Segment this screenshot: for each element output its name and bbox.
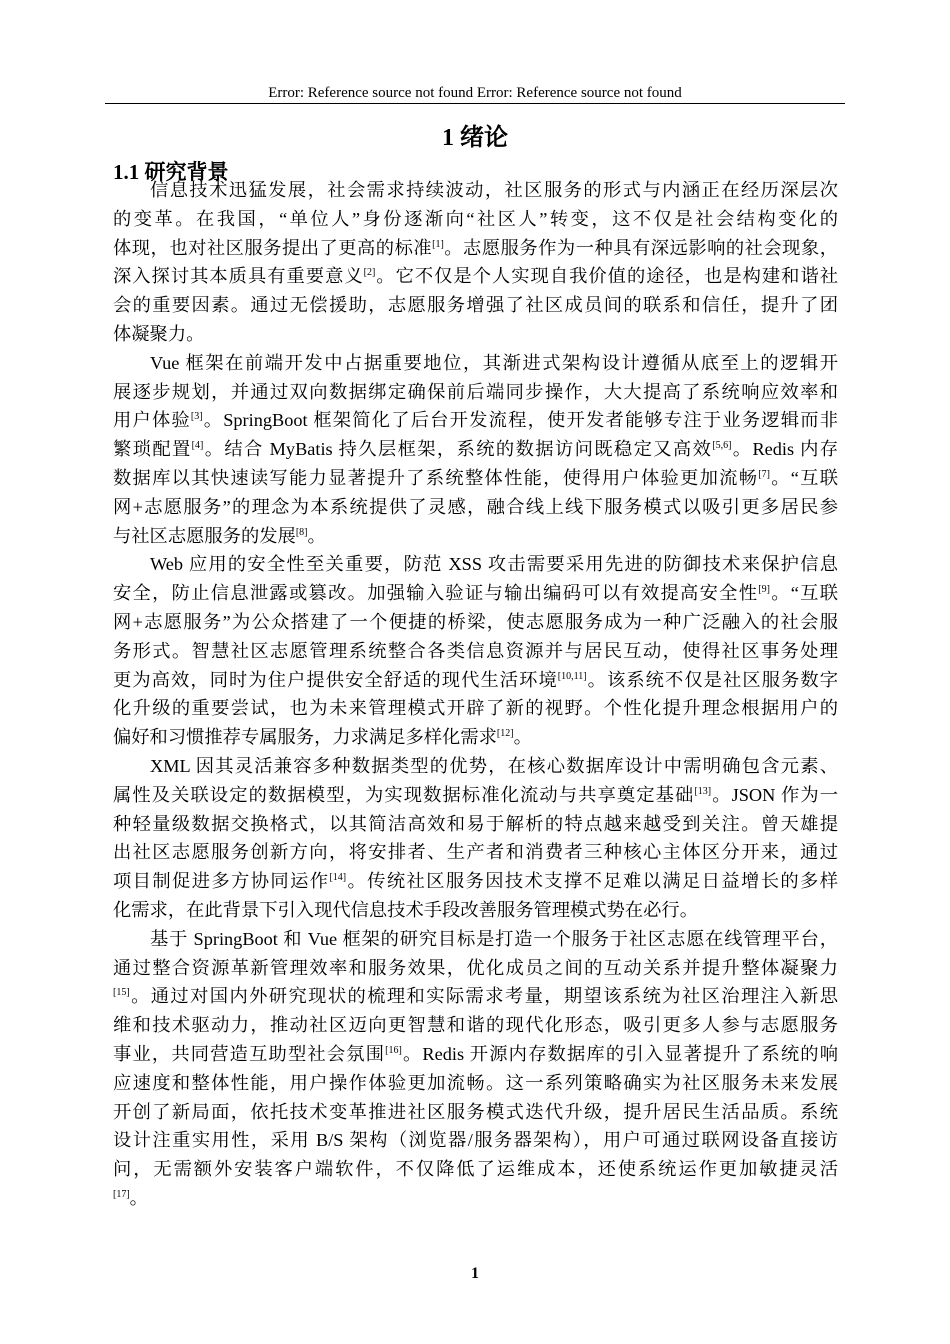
- text-segment: 属性及关联设定的数据模型，为实现数据标准化流动与共享奠定基础: [113, 784, 695, 805]
- text-line: [113, 378, 838, 407]
- paragraph: [113, 752, 838, 925]
- text-segment: 。JSON 作为一: [711, 784, 838, 805]
- text-segment: 务形式。智慧社区志愿管理系统整合各类信息资源并与居民互动，使得社区事务处理: [113, 640, 838, 661]
- citation-ref: [12]: [496, 728, 514, 740]
- text-segment: 。传统社区服务因技术支撑不足难以满足日益增长的多样: [346, 871, 839, 892]
- text-segment: 。Redis 开源内存数据库的引入显著提升了系统的响: [401, 1043, 838, 1064]
- text-line: [113, 320, 838, 349]
- text-line: [113, 954, 838, 983]
- citation-ref: [10,11]: [557, 670, 587, 682]
- text-line: [113, 896, 838, 925]
- text-line: [113, 234, 838, 263]
- chapter-title: 1 绪论: [442, 125, 508, 151]
- text-line: [113, 493, 838, 522]
- text-segment: 会的重要因素。通过无偿援助，志愿服务增强了社区成员间的联系和信任，提升了团: [113, 295, 838, 316]
- text-segment: 深入探讨其本质具有重要意义: [113, 266, 364, 287]
- text-line: [113, 550, 838, 579]
- text-segment: 展逐步规划，并通过双向数据绑定确保前后端同步操作，大大提高了系统响应效率和: [113, 381, 838, 402]
- citation-ref: [13]: [694, 785, 712, 797]
- text-segment: 更为高效，同时为住户提供安全舒适的现代生活环境: [113, 669, 558, 690]
- text-line: [113, 637, 838, 666]
- citation-ref: [1]: [432, 238, 444, 250]
- citation-ref: [9]: [758, 584, 770, 596]
- citation-ref: [16]: [385, 1044, 402, 1056]
- text-segment: 。结合 MyBatis 持久层框架，系统的数据访问既稳定又高效: [203, 439, 713, 460]
- page-number: 1: [471, 1265, 479, 1282]
- text-line: [113, 464, 838, 493]
- text-segment: 应速度和整体性能，用户操作体验更加流畅。这一系列策略确实为社区服务未来发展: [113, 1072, 838, 1093]
- text-segment: 出社区志愿服务创新方向，将安排者、生产者和消费者三种核心主体区分开来，通过: [113, 842, 838, 863]
- text-segment: 。它不仅是个人实现自我价值的途径，也是构建和谐社: [375, 266, 839, 287]
- text-segment: 。: [307, 525, 326, 546]
- citation-ref: [5,6]: [712, 440, 732, 452]
- text-line: [113, 349, 838, 378]
- text-segment: 与社区志愿服务的发展: [113, 525, 296, 546]
- text-line: [113, 752, 838, 781]
- text-segment: 偏好和习惯推荐专属服务，力求满足多样化需求: [113, 727, 497, 748]
- text-segment: 。SpringBoot 框架简化了后台开发流程，使开发者能够专注于业务逻辑而非: [202, 410, 838, 431]
- text-line: [113, 723, 838, 752]
- paragraph: [113, 550, 838, 752]
- citation-ref: [14]: [329, 872, 347, 884]
- text-line: [113, 579, 838, 608]
- text-line: [113, 1155, 838, 1184]
- text-line: [113, 694, 838, 723]
- text-line: [113, 1126, 838, 1155]
- text-segment: 网+志愿服务”为公众搭建了一个便捷的桥梁，使志愿服务成为一种广泛融入的社会服: [113, 611, 838, 632]
- text-segment: 。该系统不仅是社区服务数字: [586, 669, 839, 690]
- text-segment: 。志愿服务作为一种具有深远影响的社会现象，: [443, 237, 839, 258]
- section-heading: 1.1 研究背景: [113, 160, 229, 184]
- text-line: [113, 925, 838, 954]
- citation-ref: [17]: [113, 1188, 130, 1200]
- text-line: [113, 838, 838, 867]
- text-line: [113, 867, 838, 896]
- text-segment: 事业，共同营造互助型社会氛围: [113, 1043, 386, 1064]
- text-segment: 信息技术迅猛发展，社会需求持续波动，社区服务的形式与内涵正在经历深层次: [150, 180, 838, 200]
- text-segment: 用户体验: [113, 410, 191, 431]
- citation-ref: [4]: [191, 440, 204, 452]
- text-segment: 维和技术驱动力，推动社区迈向更智慧和谐的现代化形态，吸引更多人参与志愿服务: [113, 1015, 838, 1036]
- citation-ref: [15]: [113, 987, 130, 999]
- text-line: [113, 406, 838, 435]
- text-segment: 问，无需额外安装客户端软件，不仅降低了运维成本，还使系统运作更加敏捷灵活: [113, 1159, 838, 1180]
- text-segment: Vue 框架在前端开发中占据重要地位，其渐进式架构设计遵循从底至上的逻辑开: [150, 352, 838, 373]
- text-line: [113, 1069, 838, 1098]
- text-line: [113, 262, 838, 291]
- paragraph: [113, 349, 838, 551]
- text-line: [113, 1040, 838, 1069]
- text-segment: 网+志愿服务”的理念为本系统提供了灵感，融合线上线下服务模式以吸引更多居民参: [113, 496, 838, 517]
- text-segment: 基于 SpringBoot 和 Vue 框架的研究目标是打造一个服务于社区志愿在线管理平台，: [150, 928, 838, 949]
- text-segment: 化升级的重要尝试，也为未来管理模式开辟了新的视野。个性化提升理念根据用户的: [113, 698, 838, 719]
- text-segment: 。“互联: [769, 583, 839, 604]
- text-segment: 。“互联: [769, 467, 839, 488]
- text-segment: 。: [513, 727, 532, 748]
- text-segment: 通过整合资源革新管理效率和服务效果，优化成员之间的互动关系并提升整体凝聚力: [113, 957, 838, 978]
- text-segment: 种轻量级数据交换格式，以其简洁高效和易于解析的特点越来越受到关注。曾天雄提: [113, 813, 838, 834]
- text-segment: 。Redis 内存: [731, 439, 839, 460]
- citation-ref: [8]: [295, 526, 308, 538]
- text-line: [113, 522, 838, 551]
- text-line: [113, 435, 838, 464]
- text-segment: 繁琐配置: [113, 439, 192, 460]
- text-line: [113, 810, 838, 839]
- paragraph: [113, 925, 838, 1213]
- header-rule: [105, 103, 845, 104]
- text-line: [113, 608, 838, 637]
- text-line: [113, 1011, 838, 1040]
- text-segment: 。通过对国内外研究现状的梳理和实际需求考量，期望该系统为社区治理注入新思: [129, 986, 838, 1007]
- text-line: [113, 781, 838, 810]
- body-text: [113, 176, 838, 1213]
- text-line: [113, 1098, 838, 1127]
- text-line: [113, 291, 838, 320]
- text-segment: 体凝聚力。: [113, 323, 205, 344]
- text-line: [113, 176, 838, 205]
- text-segment: Web 应用的安全性至关重要，防范 XSS 攻击需要采用先进的防御技术来保护信息: [150, 554, 838, 575]
- text-line: [113, 666, 838, 695]
- text-segment: XML 因其灵活兼容多种数据类型的优势，在核心数据库设计中需明确包含元素、: [150, 755, 838, 776]
- text-segment: 。: [129, 1187, 148, 1208]
- text-segment: 项目制促进多方协同运作: [113, 871, 330, 892]
- text-segment: 化需求，在此背景下引入现代信息技术手段改善服务管理模式势在必行。: [113, 899, 698, 920]
- citation-ref: [3]: [190, 411, 203, 423]
- text-segment: 开创了新局面，依托技术变革推进社区服务模式迭代升级，提升居民生活品质。系统: [113, 1101, 838, 1122]
- citation-ref: [7]: [758, 468, 770, 480]
- text-segment: 的变革。在我国，“单位人”身份逐渐向“社区人”转变，这不仅是社会结构变化的: [113, 208, 838, 229]
- text-segment: 安全，防止信息泄露或篡改。加强输入验证与输出编码可以有效提高安全性: [113, 583, 759, 604]
- text-line: [113, 1184, 838, 1213]
- paragraph: [113, 176, 838, 349]
- text-segment: 数据库以其快速读写能力显著提升了系统整体性能，使得用户体验更加流畅: [113, 467, 759, 488]
- text-line: [113, 205, 838, 234]
- text-segment: 体现，也对社区服务提出了更高的标准: [113, 237, 433, 258]
- text-line: [113, 982, 838, 1011]
- text-segment: 设计注重实用性，采用 B/S 架构（浏览器/服务器架构），用户可通过联网设备直接访: [113, 1130, 838, 1151]
- running-header: Error: Reference source not found Error: Reference source not found: [268, 85, 682, 101]
- citation-ref: [2]: [363, 267, 376, 279]
